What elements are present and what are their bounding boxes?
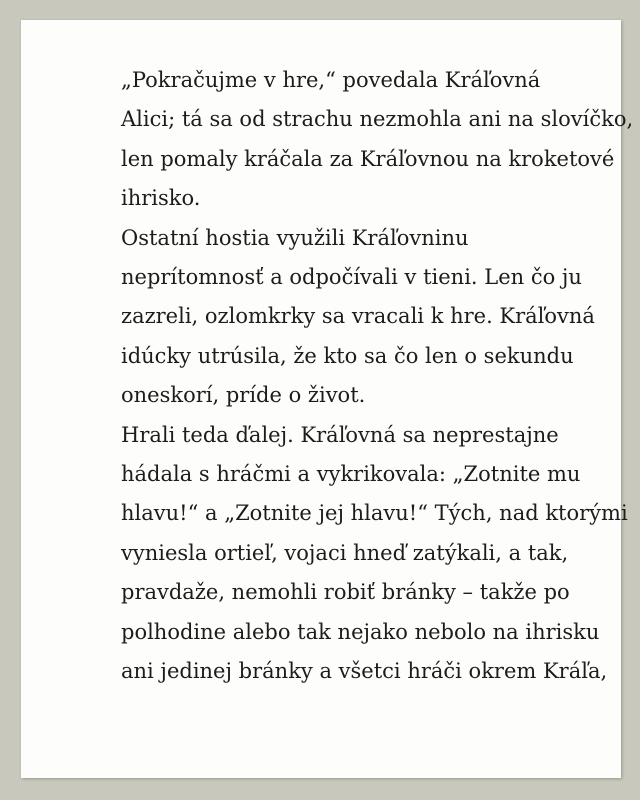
text-line: Hrali teda ďalej. Kráľovná sa neprestajne [121, 422, 559, 447]
text-line: vyniesla ortieľ, vojaci hneď zatýkali, a tak, [121, 540, 569, 565]
text-line: Alici; tá sa od strachu nezmohla ani na slovíčko, [121, 107, 634, 132]
text-line: idúcky utrúsila, že kto sa čo len o sekundu [121, 343, 574, 368]
paragraph-2 [73, 219, 605, 416]
text-line: polhodine alebo tak nejako nebolo na ihrisku [121, 619, 600, 644]
book-page [21, 20, 634, 778]
text-line: „Pokračujme v hre,“ povedala Kráľovná [121, 68, 541, 92]
text-line: ihrisko. [121, 186, 201, 211]
text-line: pravdaže, nemohli robiť bránky – takže po [121, 580, 570, 605]
text-line: hádala s hráčmi a vykrikovala: „Zotnite mu [121, 462, 581, 487]
text-line: ani jedinej bránky a všetci hráči okrem Kráľa, [121, 659, 608, 684]
text-line: Ostatní hostia využili Kráľovninu [121, 225, 469, 250]
paragraph-3 [73, 416, 628, 692]
page-text [73, 61, 634, 692]
paragraph-1 [73, 61, 634, 219]
text-line: neprítomnosť a odpočívali v tieni. Len čo ju [121, 265, 582, 290]
text-line: len pomaly kráčala za Kráľovnou na kroketové [121, 146, 615, 171]
text-line: zazreli, ozlomkrky sa vracali k hre. Kráľovná [121, 304, 595, 329]
text-line: hlavu!“ a „Zotnite jej hlavu!“ Tých, nad ktorými [121, 501, 628, 526]
text-line: oneskorí, príde o život. [121, 383, 366, 408]
